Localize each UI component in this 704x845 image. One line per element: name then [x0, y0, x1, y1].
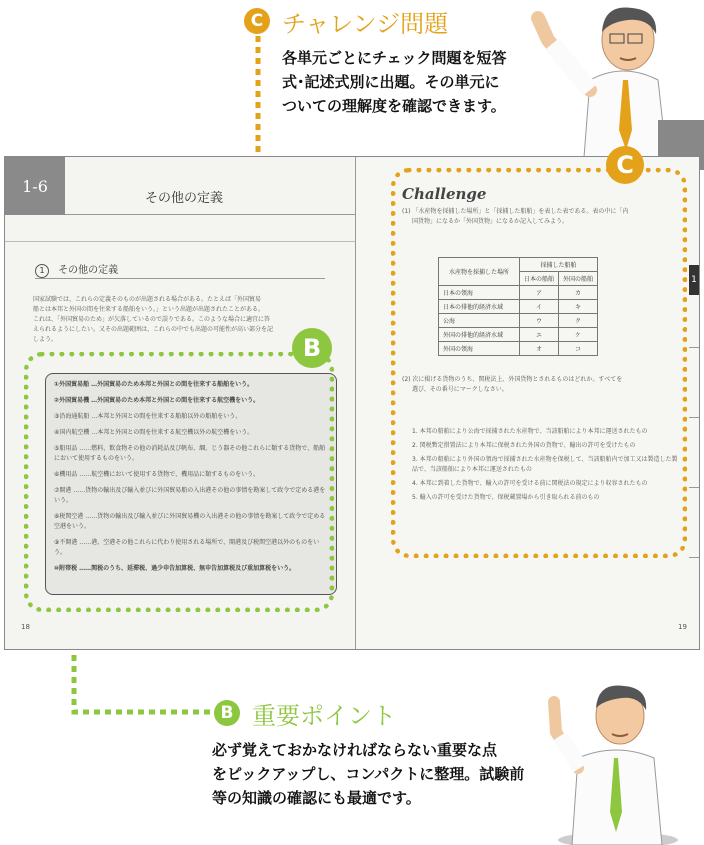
table-cell: オ — [520, 342, 559, 356]
left-page-number: 18 — [21, 623, 30, 631]
table-cell: 外国の排他的経済水域 — [439, 328, 520, 342]
table-header-domestic: 日本の船舶 — [520, 272, 559, 286]
chapter-rule — [65, 214, 355, 215]
question-2-line: (2) 次に掲げる貨物のうち、関税法上、外国貨物とされるものはどれか。すべてを — [402, 376, 623, 383]
key-point-item: ⑧税関空港 ……貨物の輸出及び輸入並びに外国貿易機の入出港その他の事情を勘案して政令で定める空港をいう。 — [54, 513, 326, 530]
table-header-place: 水産物を採捕した場所 — [439, 258, 520, 286]
frame-c-badge-letter: C — [616, 151, 634, 179]
table-cell: 外国の領海 — [439, 342, 520, 356]
table-cell: ケ — [559, 328, 598, 342]
chapter-side-tab: 1 — [689, 265, 699, 295]
key-point-item: ②外国貿易機 …外国貿易のため本邦と外国との間を往来する航空機をいう。 — [54, 397, 260, 404]
table-cell: 公海 — [439, 314, 520, 328]
header-rule — [5, 241, 355, 242]
side-rule — [689, 557, 699, 558]
key-point-item: ⑦開港 ……貨物の輸出及び輸入並びに外国貿易船の入出港その他の事情を勘案して政令で定める港をいう。 — [54, 487, 326, 504]
key-point-item: ④国内航空機 …本邦と外国との間を往来する航空機以外の航空機をいう。 — [54, 429, 254, 436]
option-item: 4. 本邦に到着した貨物で、輸入の許可を受ける前に関税法の規定により収容されたもの — [412, 480, 648, 487]
challenge-label: Challenge — [402, 185, 487, 203]
keypoint-highlight-frame — [24, 352, 334, 612]
callout-b-description — [212, 738, 524, 810]
callout-c-badge-letter: C — [250, 11, 264, 31]
table-cell: ウ — [520, 314, 559, 328]
callout-c-line: 各単元ごとにチェック問題を短答 — [282, 49, 507, 67]
table-cell: カ — [559, 286, 598, 300]
key-point-item: ③沿海通航船 …本邦と外国との間を往来する船舶以外の船舶をいう。 — [54, 413, 242, 420]
section-heading — [35, 261, 325, 279]
frame-c-badge — [606, 146, 644, 184]
table-header-vessel: 採捕した船舶 — [520, 258, 598, 272]
side-rule — [689, 417, 699, 418]
callout-c-title: チャレンジ問題 — [282, 10, 449, 38]
intro-line: しよう。 — [33, 336, 58, 343]
table-cell: 日本の排他的経済水域 — [439, 300, 520, 314]
question-1-line: 国貨物」になるか「外国貨物」になるか記入してみよう。 — [412, 218, 569, 225]
intro-paragraph — [33, 295, 333, 345]
table-cell: キ — [559, 300, 598, 314]
frame-b-badge-letter: B — [302, 334, 322, 362]
callout-c-line: 式･記述式別に出題。その単元に — [282, 73, 500, 91]
section-tab: 1-6 — [5, 157, 65, 215]
teacher-pointing-illustration — [528, 0, 704, 170]
table-cell: ク — [559, 314, 598, 328]
key-point-item: ①外国貿易船 …外国貿易のため本邦と外国との間を往来する船舶をいう。 — [54, 381, 254, 388]
key-point-item: ⑨不開港 ……港、空港その他これらに代わり使用される場所で、開港及び税関空港以外のものをいう。 — [54, 539, 320, 556]
table-cell: イ — [520, 300, 559, 314]
question-2-line: 選び、その番号にマークしなさい。 — [412, 386, 508, 393]
callout-b-badge-letter: B — [220, 703, 234, 723]
key-point-item: ⑤船用品 ……燃料、飲食物その他の消耗品及び帆布、綱、じう器その他これらに類する貨物で、船舶において使用するものをいう。 — [54, 445, 326, 462]
callout-b-line: をピックアップし、コンパクトに整理。試験前 — [212, 765, 525, 783]
section-heading-text: その他の定義 — [58, 265, 119, 276]
frame-b-badge — [292, 328, 332, 368]
key-point-item: ⑩附帯税 ……関税のうち、延滞税、過少申告加算税、無申告加算税及び重加算税をいう。 — [54, 565, 296, 572]
right-page-number: 19 — [678, 623, 687, 631]
table-cell: 日本の領海 — [439, 286, 520, 300]
callout-b-title: 重要ポイント — [252, 702, 396, 730]
intro-line: えられるようにしたい。又その出題範囲は、これらの中でも出題の可能性が高い部分を記 — [33, 326, 274, 333]
intro-line: 国家試験では、これらの定義そのものが出題される場合がある。たとえば「外国貿易 — [33, 296, 262, 303]
intro-line: 船とは本邦と外国の間を往来する船舶をいう。」という出題が出題されたことがある。 — [33, 306, 265, 313]
callout-b-line: 等の知識の確認にも最適です。 — [212, 789, 421, 807]
teacher-presenting-illustration — [538, 672, 704, 845]
table-cell: コ — [559, 342, 598, 356]
callout-c-line: ついての理解度を確認できます。 — [282, 97, 506, 115]
question-1-line: (1) 「水産物を採捕した場所」と「採捕した船舶」を表した表である。表の中に「内 — [402, 208, 629, 215]
challenge-highlight-frame — [391, 168, 687, 558]
option-item: 1. 本邦の船舶により公海で採捕された水産物で、当該船舶により本邦に運送されたもの — [412, 428, 648, 435]
section-heading-number: 1 — [35, 264, 49, 278]
side-rule — [689, 347, 699, 348]
callout-b-badge — [214, 700, 240, 726]
chapter-title: その他の定義 — [145, 191, 224, 206]
table-cell: エ — [520, 328, 559, 342]
callout-b-line: 必ず覚えておかなければならない重要な点 — [212, 741, 498, 759]
option-item: 3. 本邦の船舶により外国の領海で採捕された水産物を保税して、当該船舶内で加工又は製造した製品で、当該船舶により本邦に運送されたもの — [412, 456, 678, 473]
intro-line: これは、「外国貿易のため」が欠落しているので誤りである。このような場合に適宜に答 — [33, 316, 271, 323]
table-header-foreign: 外国の船舶 — [559, 272, 598, 286]
key-point-item: ⑥機用品 ……航空機において使用する貨物で、機用品に類するものをいう。 — [54, 471, 260, 478]
side-rule — [689, 487, 699, 488]
option-item: 2. 関税暫定措置法により本邦に保税された外国の貨物で、輸出の許可を受けたもの — [412, 442, 636, 449]
table-cell: ア — [520, 286, 559, 300]
option-item: 5. 輸入の許可を受けた貨物で、保税蔵置場から引き取られる前のもの — [412, 494, 600, 501]
